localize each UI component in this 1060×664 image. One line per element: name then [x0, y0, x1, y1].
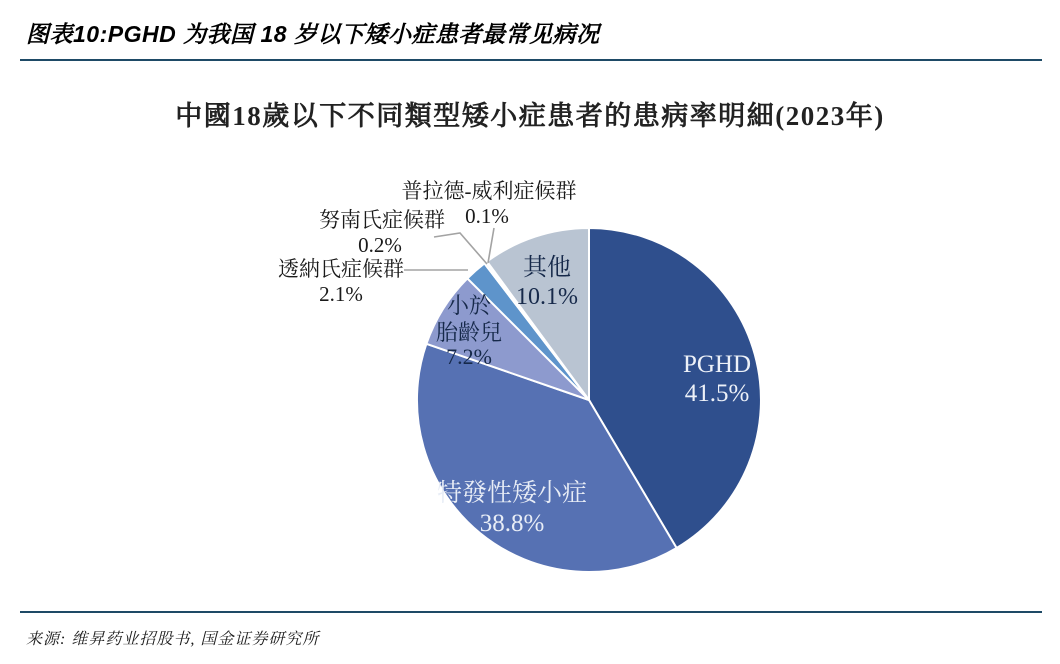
header-divider [20, 59, 1042, 61]
pie-label-other-name: 其他 [523, 255, 571, 281]
pie-label-iss-pct: 38.8% [479, 510, 545, 537]
pie-label-noonan-pct: 0.2% [358, 233, 402, 257]
pie-label-other-pct: 10.1% [516, 284, 578, 310]
pie-chart-svg [0, 140, 1060, 600]
pie-label-pghd-name: PGHD [682, 351, 752, 378]
pie-label-noonan-name: 努南氏症候群 [319, 208, 445, 232]
pie-label-prader-willi-name: 普拉德-威利症候群 [401, 179, 577, 203]
pie-label-sga-name: 小於 [446, 293, 492, 318]
pie-label-turner-pct: 2.1% [319, 282, 363, 306]
pie-label-iss-name: 特發性矮小症 [436, 480, 588, 507]
pie-label-sga-pct: 7.2% [446, 344, 492, 369]
footer-divider [20, 611, 1042, 613]
source-note: 来源: 维昇药业招股书, 国金证券研究所 [26, 631, 320, 648]
pie-label-sga-pct: 胎齡兒 [435, 320, 503, 345]
pie-label-pghd-pct: 41.5% [684, 380, 750, 407]
leader-line-noonan [434, 233, 487, 264]
pie-label-turner-name: 透納氏症候群 [278, 257, 404, 281]
chart-title: 中國18歲以下不同類型矮小症患者的患病率明細(2023年) [175, 101, 885, 131]
figure-caption: 图表10:PGHD 为我国 18 岁以下矮小症患者最常见病况 [26, 21, 600, 47]
pie-label-prader-willi-pct: 0.1% [465, 204, 509, 228]
